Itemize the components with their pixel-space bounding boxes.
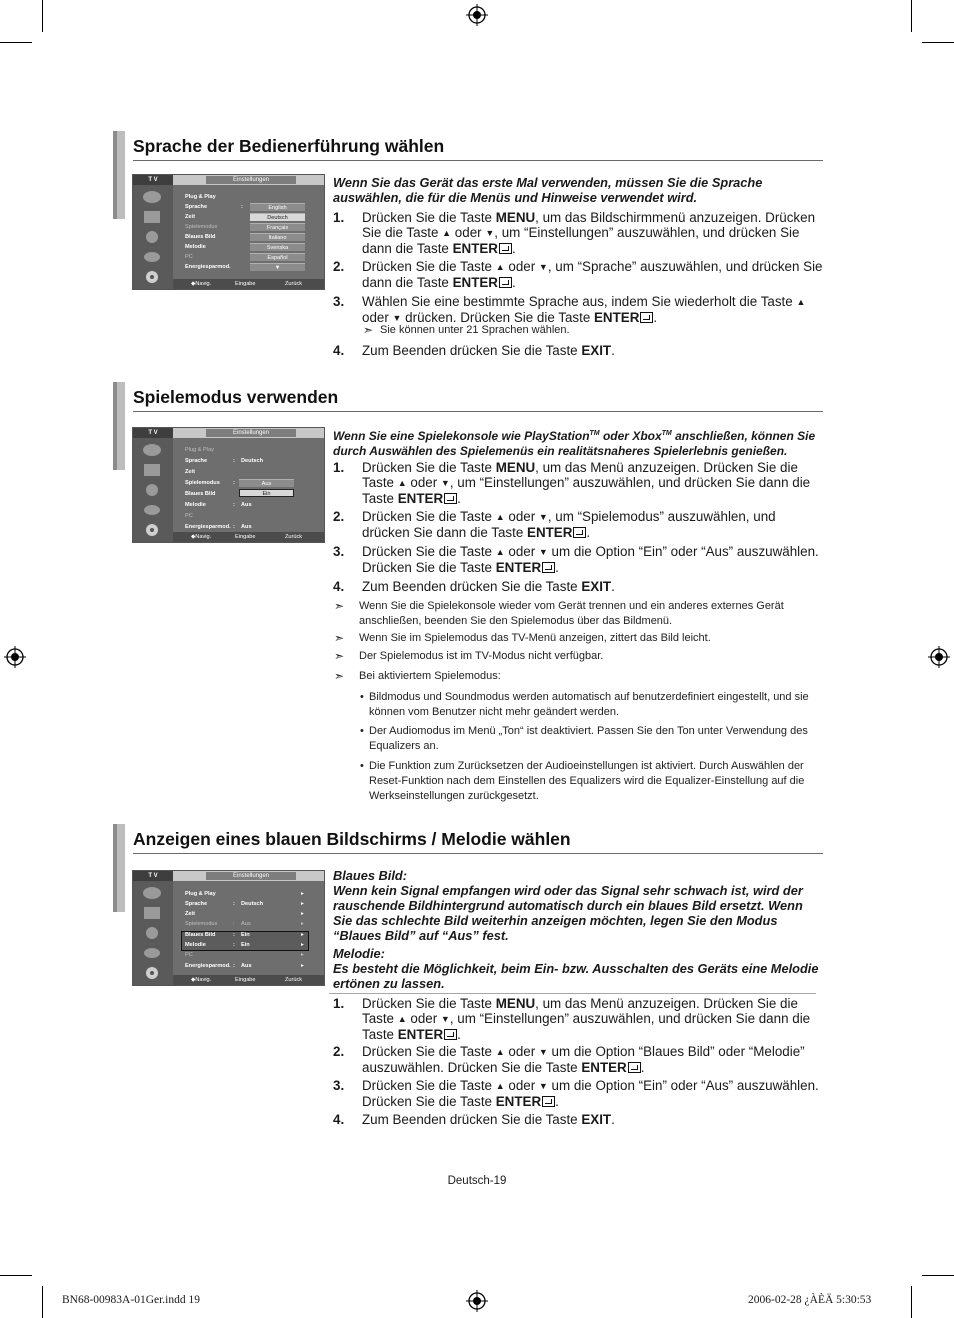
osd-footer-enter: Eingabe — [235, 977, 256, 983]
osd-language-option: Svenska — [250, 243, 305, 251]
osd-language-option: Italiano — [250, 233, 305, 241]
registration-mark-icon — [466, 1290, 488, 1312]
osd-menu-panel — [173, 185, 324, 279]
step: 2. Drücken Sie die Taste ▲ oder ▼, um “Spielemodus” auszuwählen, und drücken Sie dann die Taste ENTER . — [333, 509, 776, 540]
osd-footer — [173, 975, 324, 985]
osd-row: Blaues Bild — [185, 234, 216, 240]
down-arrow-icon: ▼ — [440, 478, 450, 488]
enter-icon — [542, 1096, 555, 1107]
step: 4. Zum Beenden drücken Sie die Taste EXIT. — [333, 1112, 615, 1127]
down-arrow-icon: ▼ — [538, 547, 548, 557]
osd-value: Ein — [241, 942, 250, 948]
setup-icon — [141, 269, 163, 285]
osd-footer-nav: ◆Navig. — [191, 977, 212, 983]
step: 3. Drücken Sie die Taste ▲ oder ▼ um die Option “Ein” oder “Aus” auszuwählen. Drücken Sie die Taste ENTER . — [333, 1078, 819, 1109]
osd-row: Sprache — [185, 901, 208, 907]
enter-icon — [499, 277, 512, 288]
channel-icon — [141, 925, 163, 941]
osd-tv-label: T V — [133, 428, 173, 438]
osd-row: PC — [185, 513, 193, 519]
osd-separator: : — [233, 932, 235, 938]
channel-icon — [141, 482, 163, 498]
section-bar — [113, 382, 125, 470]
up-arrow-icon: ▲ — [442, 228, 452, 238]
note-arrow-icon: ➣ — [363, 323, 374, 337]
section-game-mode — [113, 382, 823, 414]
osd-row: Plug & Play — [185, 447, 214, 453]
crop-mark — [42, 0, 43, 32]
osd-separator: : — [233, 942, 235, 948]
down-arrow-icon: ▼ — [538, 1047, 548, 1057]
osd-footer — [173, 532, 324, 542]
osd-separator: : — [233, 502, 235, 508]
step: 4. Zum Beenden drücken Sie die Taste EXIT. — [333, 579, 615, 594]
osd-language-option: English — [250, 203, 305, 211]
sound-icon — [141, 462, 163, 478]
osd-row: Energiesparmod. — [185, 524, 231, 530]
osd-footer-back: Zurück — [285, 534, 303, 540]
osd-row: Melodie — [185, 942, 206, 948]
picture-icon — [141, 885, 163, 901]
section-bar — [113, 131, 125, 219]
input-icon — [141, 945, 163, 961]
osd-value: Deutsch — [241, 901, 264, 907]
down-arrow-icon: ▼ — [440, 1014, 450, 1024]
step: 1. Drücken Sie die Taste MENU, um das Menü anzuzeigen. Drücken Sie die Taste ▲ oder ▼, um “Einstellungen” auszuwählen, und drücken Sie dann die Taste ENTER . — [333, 460, 811, 506]
osd-row: Zeit — [185, 214, 195, 220]
osd-header: Einstellungen — [206, 176, 296, 184]
crop-mark — [42, 1286, 43, 1318]
crop-mark — [0, 42, 32, 43]
osd-row: Zeit — [185, 911, 195, 917]
step: 1. Drücken Sie die Taste MENU, um das Bildschirmmenü anzuzeigen. Drücken Sie die Taste ▲ oder ▼, um “Einstellungen” auszuwählen, und drücken Sie dann die Taste ENTER . — [333, 210, 816, 256]
step: 3. Drücken Sie die Taste ▲ oder ▼ um die Option “Ein” oder “Aus” auszuwählen. Drücken Sie die Taste ENTER . — [333, 544, 819, 575]
registration-mark-icon — [4, 646, 26, 668]
osd-row: Sprache — [185, 458, 208, 464]
osd-separator: : — [233, 524, 235, 530]
down-arrow-icon: ▼ — [485, 228, 495, 238]
up-arrow-icon: ▲ — [397, 1014, 407, 1024]
osd-blue-screen-screenshot — [132, 870, 325, 986]
step: 4. Zum Beenden drücken Sie die Taste EXIT. — [333, 343, 615, 358]
osd-value: Deutsch — [241, 458, 264, 464]
osd-row: Spielemodus — [185, 224, 218, 230]
osd-game-mode-screenshot — [132, 427, 325, 543]
osd-footer-back: Zurück — [285, 281, 303, 287]
up-arrow-icon: ▲ — [495, 1047, 505, 1057]
down-arrow-icon: ▼ — [538, 262, 548, 272]
osd-row: Melodie — [185, 502, 206, 508]
registration-mark-icon — [928, 646, 950, 668]
osd-value: Ein — [241, 932, 250, 938]
setup-icon — [141, 965, 163, 981]
section-title: Sprache der Bedienerführung wählen — [133, 131, 823, 161]
down-arrow-icon: ▼ — [538, 1081, 548, 1091]
channel-icon — [141, 229, 163, 245]
setup-icon — [141, 522, 163, 538]
page-number: Deutsch-19 — [447, 1175, 507, 1187]
note-arrow-icon: ➣ — [334, 669, 345, 683]
chevron-right-icon: ▸ — [301, 911, 304, 917]
osd-row: Energiesparmod. — [185, 963, 231, 969]
crop-mark — [922, 42, 954, 43]
file-slug: BN68-00983A-01Ger.indd 19 — [62, 1294, 200, 1306]
osd-footer-nav: ◆Navig. — [191, 281, 212, 287]
osd-value: Aus — [241, 524, 252, 530]
registration-mark-icon — [466, 4, 488, 26]
up-arrow-icon: ▲ — [495, 512, 505, 522]
osd-footer-enter: Eingabe — [235, 281, 256, 287]
osd-row: PC — [185, 952, 193, 958]
osd-tv-label: T V — [133, 175, 173, 185]
osd-more-arrow: ▼ — [250, 263, 305, 271]
osd-separator: : — [233, 963, 235, 969]
note-arrow-icon: ➣ — [334, 599, 345, 613]
down-arrow-icon: ▼ — [538, 512, 548, 522]
chevron-right-icon: ▸ — [301, 932, 304, 938]
osd-row: Zeit — [185, 469, 195, 475]
enter-icon — [444, 1029, 457, 1040]
osd-footer-nav: ◆Navig. — [191, 534, 212, 540]
step: 2. Drücken Sie die Taste ▲ oder ▼ um die Option “Blaues Bild” oder “Melodie” auszuwählen. Drücken Sie die Taste ENTER . — [333, 1044, 805, 1075]
picture-icon — [141, 442, 163, 458]
up-arrow-icon: ▲ — [495, 1081, 505, 1091]
crop-mark — [0, 1275, 32, 1276]
step: 2. Drücken Sie die Taste ▲ oder ▼, um “Sprache” auszuwählen, und drücken Sie dann die Taste ENTER . — [333, 259, 823, 290]
up-arrow-icon: ▲ — [495, 262, 505, 272]
down-arrow-icon: ▼ — [392, 313, 402, 323]
chevron-right-icon: ▸ — [301, 921, 304, 927]
osd-language-option: Español — [250, 253, 305, 261]
section-bar — [113, 824, 125, 912]
melody-description: Es besteht die Möglichkeit, beim Ein- bzw. Ausschalten des Geräts eine Melodie ertönen zu lassen. — [333, 961, 819, 991]
osd-row: Melodie — [185, 244, 206, 250]
osd-separator: : — [241, 204, 243, 210]
osd-row: PC — [185, 254, 193, 260]
melody-heading: Melodie: — [333, 946, 385, 961]
osd-option-selected: Ein — [239, 489, 294, 497]
divider — [329, 993, 816, 994]
blue-screen-heading: Blaues Bild: — [333, 868, 407, 883]
osd-row: Sprache — [185, 204, 208, 210]
chevron-right-icon: ▸ — [301, 942, 304, 948]
osd-row: Blaues Bild — [185, 491, 216, 497]
up-arrow-icon: ▲ — [397, 478, 407, 488]
chevron-right-icon: ▸ — [301, 901, 304, 907]
osd-row: Plug & Play — [185, 194, 216, 200]
osd-value: Aus — [241, 502, 252, 508]
osd-separator: : — [233, 901, 235, 907]
timestamp-slug: 2006-02-28 ¿ÀÈÄ 5:30:53 — [748, 1294, 872, 1306]
sound-icon — [141, 905, 163, 921]
enter-icon — [444, 493, 457, 504]
osd-tv-label: T V — [133, 871, 173, 881]
enter-icon — [628, 1062, 641, 1073]
osd-header: Einstellungen — [206, 872, 296, 880]
osd-row: Energiesparmod. — [185, 264, 231, 270]
osd-row: Spielemodus — [185, 480, 220, 486]
enter-icon — [640, 312, 653, 323]
section-intro: Wenn Sie eine Spielekonsole wie PlayStation™ oder Xbox™ anschließen, können Sie durch Auswählen des Spielemenüs ein realitätsnaheres Spielerlebnis genießen. — [333, 429, 816, 458]
crop-mark — [911, 0, 912, 32]
step: 3. Wählen Sie eine bestimmte Sprache aus, indem Sie wiederholt die Taste ▲ oder ▼ drücken. Drücken Sie die Taste ENTER . — [333, 294, 806, 325]
osd-value: Aus — [241, 921, 251, 927]
up-arrow-icon: ▲ — [796, 297, 806, 307]
osd-menu-panel — [173, 881, 324, 975]
section-title: Spielemodus verwenden — [133, 382, 823, 412]
osd-row: Blaues Bild — [185, 932, 216, 938]
osd-row: Spielemodus — [185, 921, 218, 927]
enter-icon — [499, 243, 512, 254]
osd-footer-back: Zurück — [285, 977, 303, 983]
crop-mark — [911, 1286, 912, 1318]
osd-separator: : — [233, 921, 235, 927]
osd-menu-panel — [173, 438, 324, 532]
up-arrow-icon: ▲ — [495, 547, 505, 557]
osd-separator: : — [233, 458, 235, 464]
blue-screen-description: Wenn kein Signal empfangen wird oder das Signal sehr schwach ist, wird der rauschende Bildhintergrund automatisch durch ein blaues Bild ersetzt. Wenn Sie das schlechte Bild weiterhin anzeigen möchten, legen Sie den Modus “Blaues Bild” auf “Aus” fest. — [333, 883, 803, 943]
osd-language-option-selected: Deutsch — [250, 213, 305, 221]
osd-language-option: Français — [250, 223, 305, 231]
picture-icon — [141, 189, 163, 205]
crop-mark — [922, 1275, 954, 1276]
osd-separator: : — [233, 480, 235, 486]
enter-icon — [542, 562, 555, 573]
osd-language-screenshot — [132, 174, 325, 290]
input-icon — [141, 502, 163, 518]
note-arrow-icon: ➣ — [334, 631, 345, 645]
osd-value: Aus — [241, 963, 252, 969]
osd-footer — [173, 279, 324, 289]
section-title: Anzeigen eines blauen Bildschirms / Melodie wählen — [133, 824, 823, 854]
chevron-right-icon: ▸ — [301, 952, 304, 958]
section-blue-screen-melody — [113, 824, 823, 856]
section-language — [113, 131, 823, 163]
enter-icon — [573, 527, 586, 538]
osd-row: Plug & Play — [185, 891, 216, 897]
note-arrow-icon: ➣ — [334, 649, 345, 663]
input-icon — [141, 249, 163, 265]
osd-option: Aus — [239, 479, 294, 487]
chevron-right-icon: ▸ — [301, 891, 304, 897]
chevron-right-icon: ▸ — [301, 963, 304, 969]
sound-icon — [141, 209, 163, 225]
step: 1. Drücken Sie die Taste MENU, um das Menü anzuzeigen. Drücken Sie die Taste ▲ oder ▼, um “Einstellungen” auszuwählen, und drücken Sie dann die Taste ENTER . — [333, 996, 811, 1042]
section-intro: Wenn Sie das Gerät das erste Mal verwenden, müssen Sie die Sprache auswählen, die für die Menüs und Hinweise verwendet wird. — [333, 175, 763, 205]
osd-header: Einstellungen — [206, 429, 296, 437]
osd-footer-enter: Eingabe — [235, 534, 256, 540]
